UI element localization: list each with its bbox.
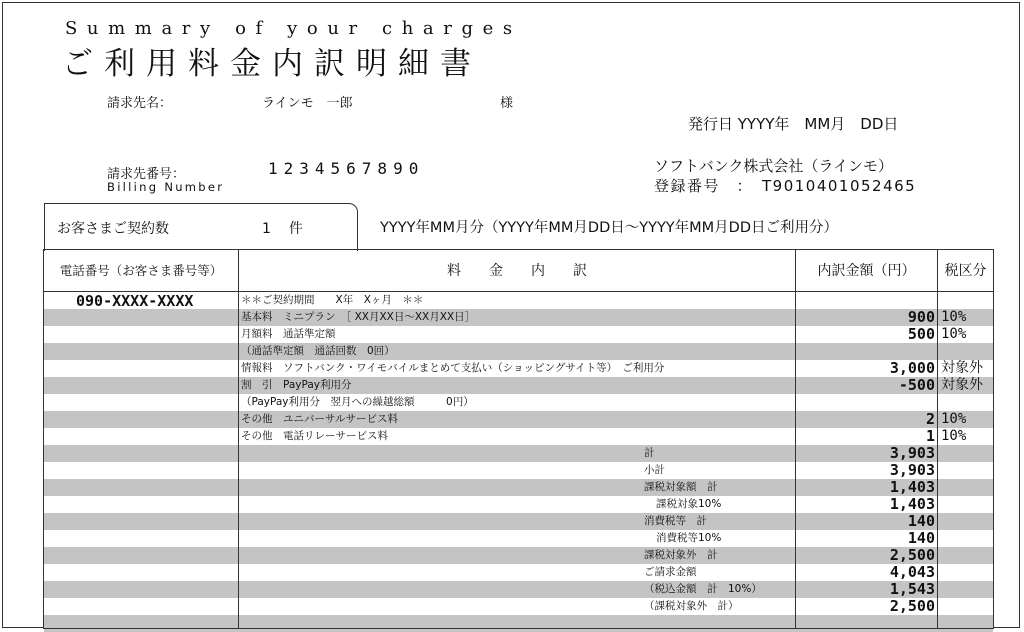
charge-description: 割 引 PayPay利用分 (241, 379, 352, 391)
billing-number: 1234567890 (268, 159, 425, 178)
charge-amount: 2 (925, 410, 935, 428)
charge-amount: 3,903 (889, 461, 935, 479)
charge-description: （課税対象外 計） (644, 600, 739, 612)
header-amount: 内訳金額（円） (817, 263, 916, 279)
header-tax: 税区分 (944, 263, 987, 279)
column-divider (937, 249, 938, 629)
billing-period: YYYY年MM月分（YYYY年MM月DD日～YYYY年MM月DD日ご利用分） (380, 220, 839, 236)
charge-amount: 900 (907, 308, 935, 326)
column-divider (795, 249, 796, 629)
tax-category: 10% (941, 309, 967, 325)
header-phone: 電話番号（お客さま番号等） (59, 263, 223, 278)
charge-amount: 1 (925, 427, 935, 445)
charge-description: 消費税等 計 (644, 515, 707, 527)
charge-description: 課税対象外 計 (644, 549, 718, 561)
company-name: ソフトバンク株式会社（ラインモ） (654, 157, 893, 175)
contract-count: 1 件 (262, 221, 305, 237)
contract-count-label: お客さまご契約数 (57, 221, 169, 237)
charge-description: （税込金額 計 10%） (644, 583, 762, 595)
page-title: ご利用料金内訳明細書 (62, 46, 482, 82)
column-divider (238, 249, 239, 629)
charge-description: 課税対象10% (656, 498, 722, 510)
phone-number: 090-XXXX-XXXX (76, 292, 194, 310)
honorific: 様 (500, 96, 514, 111)
charge-amount: 2,500 (889, 597, 935, 615)
charge-amount: 3,000 (889, 359, 935, 377)
issue-date: 発行日 YYYY年 MM月 DD日 (688, 115, 899, 133)
charge-amount: 140 (907, 529, 935, 547)
charge-description: 月額料 通話準定額 (241, 328, 336, 340)
title-english: Summary of your charges (65, 18, 522, 39)
tax-category: 10% (941, 411, 967, 427)
charge-amount: 140 (907, 512, 935, 530)
charge-description: 基本料 ミニプラン ［ XX月XX日～XX月XX日］ (241, 311, 476, 323)
charge-description: その他 ユニバーサルサービス料 (241, 413, 398, 425)
charge-amount: 1,403 (889, 495, 935, 513)
charge-description: 消費税等10% (656, 532, 722, 544)
charge-amount: 500 (907, 325, 935, 343)
tax-category: 10% (941, 428, 967, 444)
charge-description: 情報料 ソフトバンク・ワイモバイルまとめて支払い（ショッピングサイト等） ご利用分 (241, 362, 665, 374)
charge-description: 課税対象額 計 (644, 481, 718, 493)
charge-description: その他 電話リレーサービス料 (241, 430, 388, 442)
charge-description: （PayPay利用分 翌月への繰越総額 0円） (241, 396, 474, 408)
registration-number: 登録番号 ： T9010401052465 (654, 177, 917, 195)
charge-amount: 3,903 (889, 444, 935, 462)
billing-number-label: 請求先番号： (107, 167, 186, 182)
charge-description: （通話準定額 通話回数 0回） (241, 345, 395, 357)
charge-amount: 4,043 (889, 563, 935, 581)
charge-amount: 1,543 (889, 580, 935, 598)
charge-description: 小計 (644, 464, 665, 476)
billing-name: ラインモ 一郎 (262, 96, 353, 111)
header-breakdown: 料 金 内 訳 (447, 263, 587, 279)
tax-category: 対象外 (941, 377, 983, 393)
billing-number-label-en: Billing Number (107, 180, 225, 194)
charge-description: ＊＊ご契約期間 X年 Xヶ月 ＊＊ (241, 294, 424, 306)
charge-amount: 2,500 (889, 546, 935, 564)
tax-category: 10% (941, 326, 967, 342)
tax-category: 対象外 (941, 360, 983, 376)
charge-amount: 1,403 (889, 478, 935, 496)
billing-name-label: 請求先名： (107, 96, 173, 111)
charge-amount: -500 (898, 376, 935, 394)
charge-description: ご請求金額 (644, 566, 697, 578)
charge-description: 計 (644, 447, 655, 459)
